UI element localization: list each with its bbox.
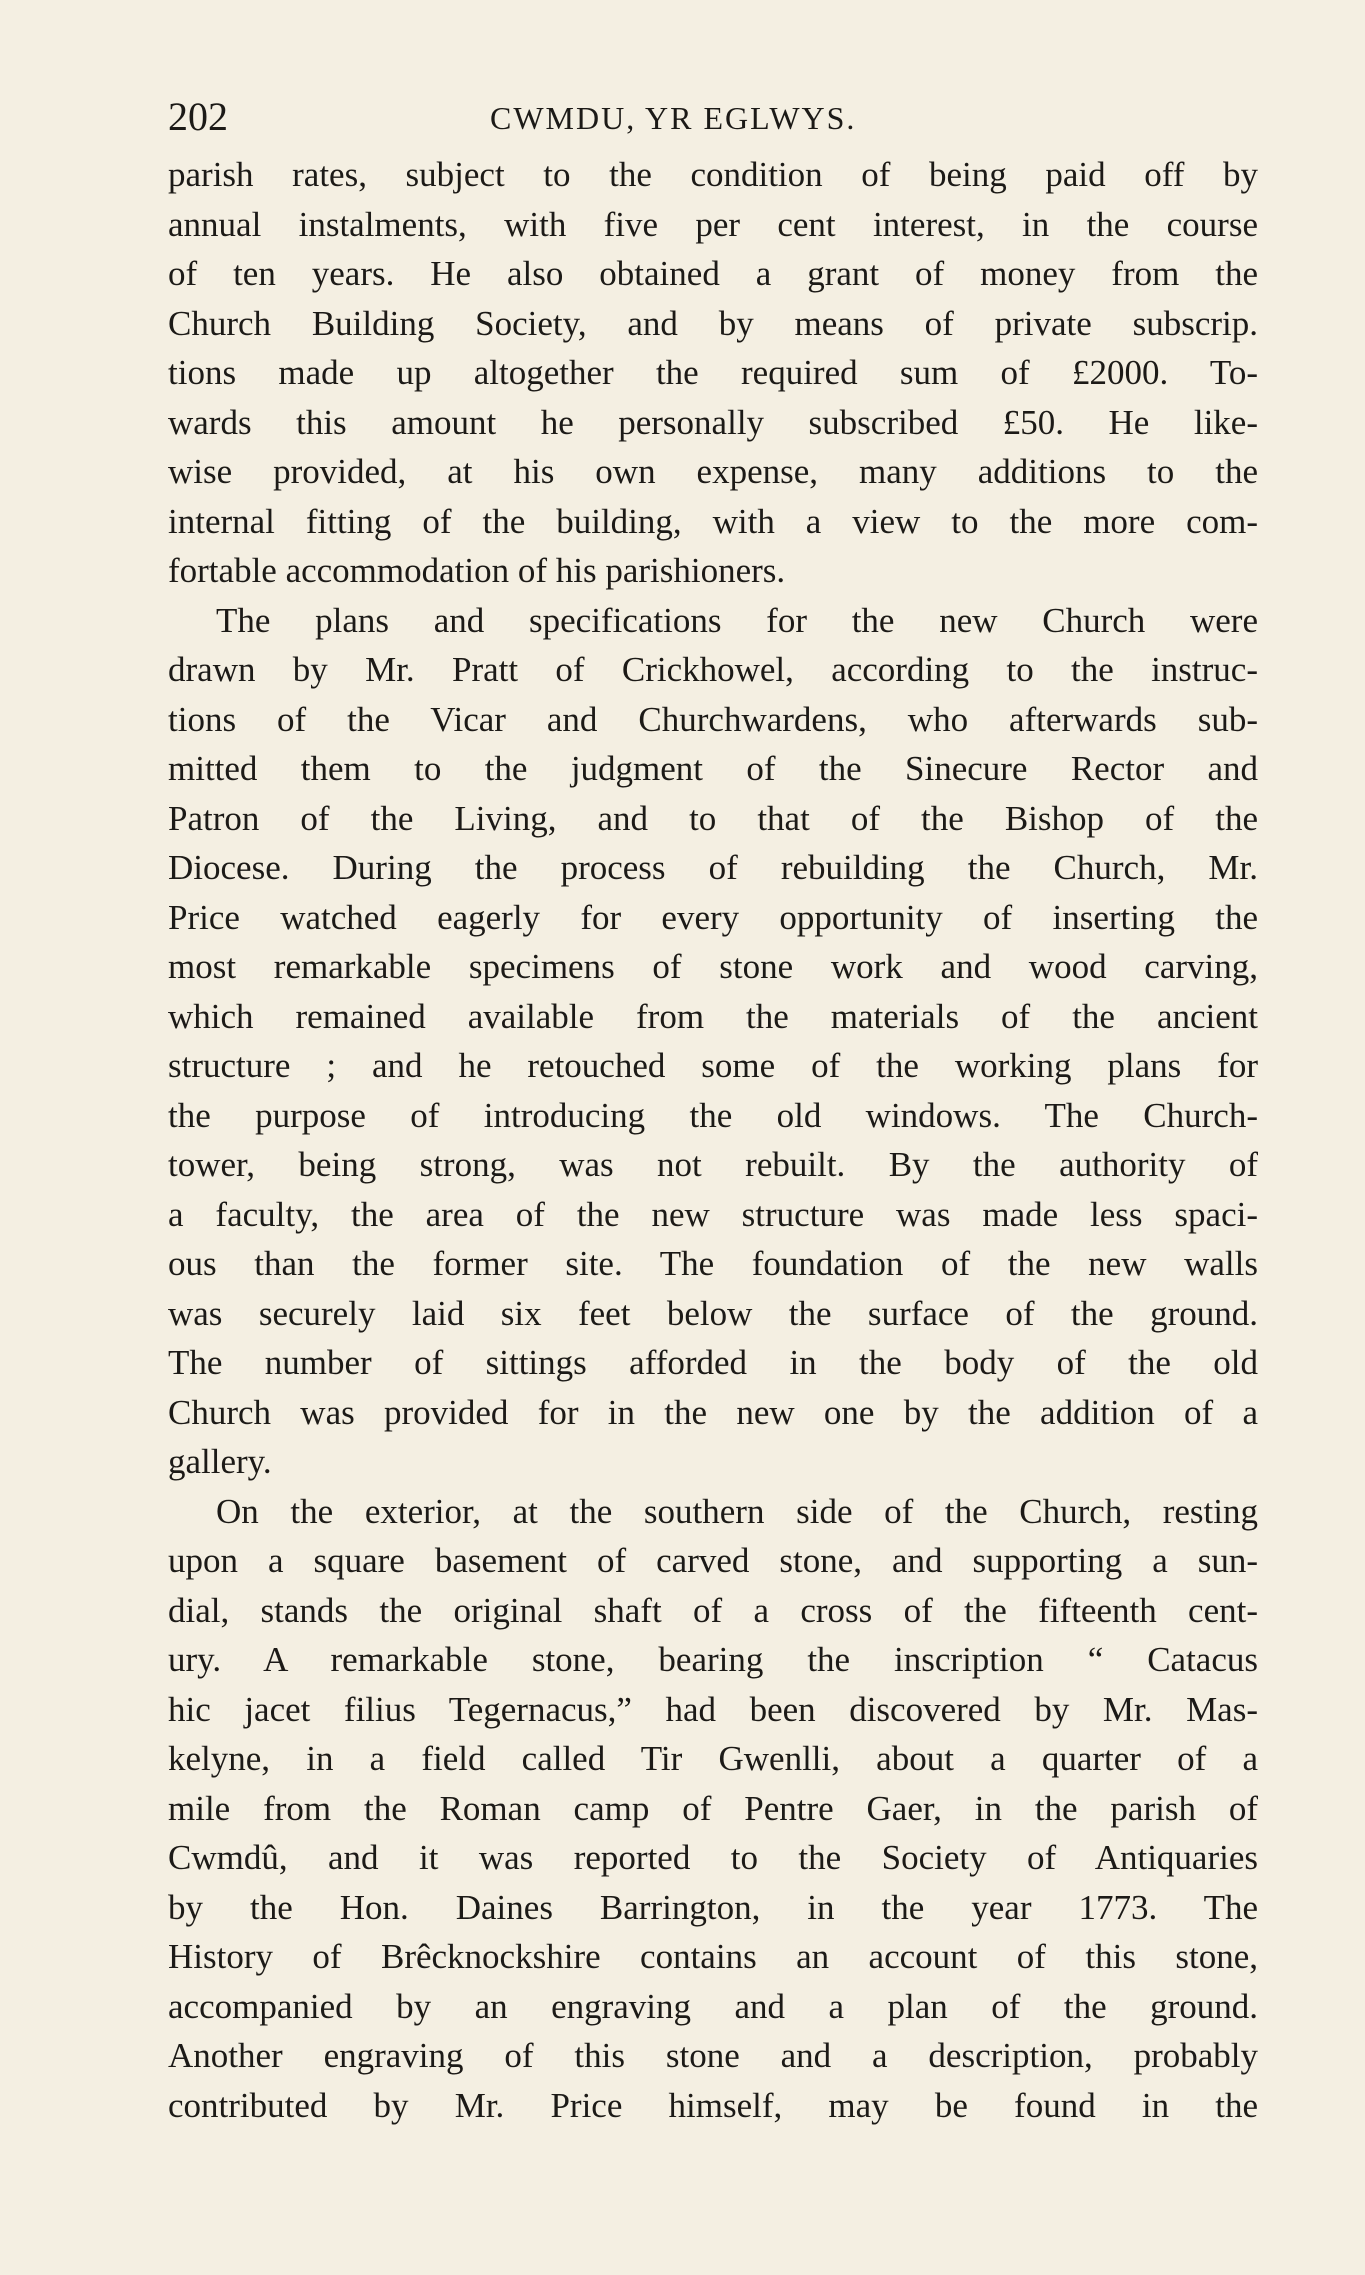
text-line: by the Hon. Daines Barrington, in the year 1773. The	[168, 1887, 1258, 1927]
text-line: the purpose of introducing the old windows. The Church-	[168, 1095, 1258, 1135]
text-line: History of Brêcknockshire contains an account of this stone,	[168, 1937, 1258, 1976]
text-line: mile from the Roman camp of Pentre Gaer, in the parish of	[168, 1788, 1258, 1828]
text-line: parish rates, subject to the condition of being paid off by	[168, 155, 1258, 194]
text-line: upon a square basement of carved stone, and supporting a sun-	[168, 1541, 1258, 1580]
text-line: Church Building Society, and by means of private subscrip.	[168, 303, 1258, 343]
text-line: tions of the Vicar and Churchwardens, who afterwards sub-	[168, 699, 1258, 739]
text-line: was securely laid six feet below the surface of the ground.	[168, 1293, 1258, 1333]
text-line: which remained available from the materials of the ancient	[168, 996, 1258, 1036]
running-head: CWMDU, YR EGLWYS.	[490, 100, 857, 136]
text-line: Patron of the Living, and to that of the Bishop of the	[168, 798, 1258, 838]
text-line: kelyne, in a field called Tir Gwenlli, about a quarter of a	[168, 1739, 1258, 1778]
text-line: a faculty, the area of the new structure was made less spaci-	[168, 1194, 1258, 1234]
text-line: most remarkable specimens of stone work and wood carving,	[168, 947, 1258, 986]
page-header	[168, 92, 1258, 142]
text-line: tower, being strong, was not rebuilt. By the authority of	[168, 1145, 1258, 1184]
text-line: of ten years. He also obtained a grant of money from the	[168, 254, 1258, 293]
text-line: accompanied by an engraving and a plan of the ground.	[168, 1986, 1258, 2026]
body-text	[168, 150, 1258, 2130]
text-line: annual instalments, with five per cent interest, in the course	[168, 204, 1258, 244]
text-line: Church was provided for in the new one by the addition of a	[168, 1392, 1258, 1432]
text-line: On the exterior, at the southern side of the Church, resting	[216, 1491, 1258, 1531]
text-line: structure ; and he retouched some of the working plans for	[168, 1046, 1258, 1085]
text-line: hic jacet filius Tegernacus,” had been discovered by Mr. Mas-	[168, 1689, 1258, 1729]
text-line: Price watched eagerly for every opportunity of inserting the	[168, 897, 1258, 937]
text-line: The number of sittings afforded in the body of the old	[168, 1343, 1258, 1382]
text-line: internal fitting of the building, with a view to the more com-	[168, 501, 1258, 541]
text-line: mitted them to the judgment of the Sinecure Rector and	[168, 749, 1258, 788]
text-line: ous than the former site. The foundation of the new walls	[168, 1244, 1258, 1283]
text-line: The plans and specifications for the new Church were	[216, 600, 1258, 640]
text-line: Cwmdû, and it was reported to the Society of Antiquaries	[168, 1838, 1258, 1877]
text-line: dial, stands the original shaft of a cross of the fifteenth cent-	[168, 1590, 1258, 1630]
text-line: ury. A remarkable stone, bearing the inscription “ Catacus	[168, 1640, 1258, 1679]
text-line: drawn by Mr. Pratt of Crickhowel, according to the instruc-	[168, 650, 1258, 689]
text-line: contributed by Mr. Price himself, may be found in the	[168, 2085, 1258, 2125]
text-line: wise provided, at his own expense, many additions to the	[168, 452, 1258, 491]
text-line: tions made up altogether the required sum of £2000. To-	[168, 353, 1258, 392]
text-line: wards this amount he personally subscribed £50. He like-	[168, 402, 1258, 442]
text-line: gallery.	[168, 1442, 272, 1481]
text-line: Another engraving of this stone and a description, probably	[168, 2036, 1258, 2075]
page-number: 202	[168, 94, 228, 139]
text-line: fortable accommodation of his parishioners.	[168, 551, 786, 590]
text-line: Diocese. During the process of rebuilding the Church, Mr.	[168, 848, 1258, 887]
